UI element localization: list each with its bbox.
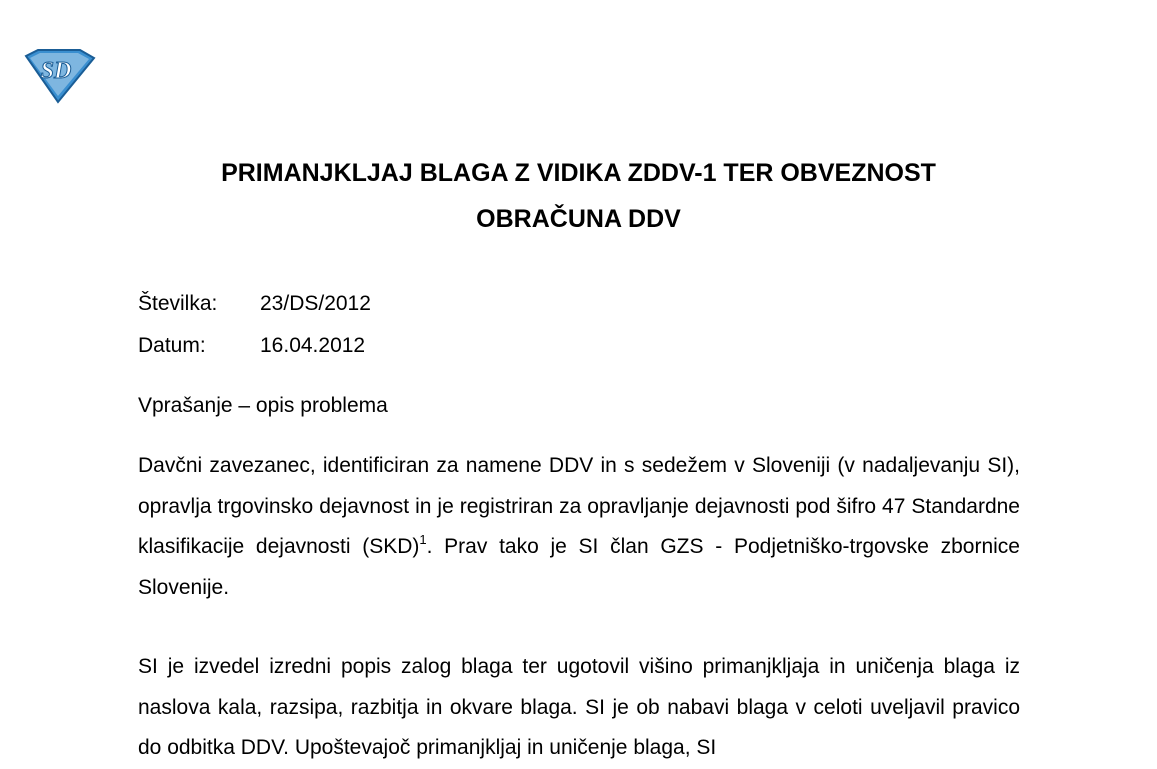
svg-text:SD: SD bbox=[40, 58, 72, 84]
document-date-row bbox=[138, 333, 365, 359]
section-heading: Vprašanje – opis problema bbox=[138, 394, 388, 417]
document-title-line-2: OBRAČUNA DDV bbox=[476, 205, 681, 233]
company-logo bbox=[22, 48, 96, 104]
paragraph-1-text-end: . Prav tako je SI član GZS - Podjetniško-trgovske zbornice Slovenije. bbox=[138, 535, 1020, 599]
document-number-label: Številka: bbox=[138, 292, 218, 315]
document-date-label: Datum: bbox=[138, 334, 206, 357]
paragraph-1-text: Davčni zavezanec, identificiran za namene DDV in s sedežem v Sloveniji (v nadaljevanju SI), opravlja trgovinsko dejavnost in je registriran za opravljanje dejavnosti pod šifro 47 Standardne klasifikacije dejavnosti (SKD) bbox=[138, 454, 1020, 558]
document-date-value: 16.04.2012 bbox=[260, 334, 366, 357]
document-title-line-1: PRIMANJKLJAJ BLAGA Z VIDIKA ZDDV-1 TER OBVEZNOST bbox=[221, 159, 936, 187]
sd-logo-icon bbox=[22, 48, 96, 104]
document-number-row bbox=[138, 291, 371, 317]
footnote-reference[interactable]: 1 bbox=[419, 532, 427, 547]
paragraph-2: SI je izvedel izredni popis zalog blaga ter ugotovil višino primanjkljaja in uničenja blaga iz naslova kala, razsipa, razbitja in okvare blaga. SI je ob nabavi blaga v celoti uveljavil pravico do odbitka DDV. Upoštevajoč primanjkljaj in uničenje blaga, SI bbox=[138, 655, 1020, 759]
document-number-value: 23/DS/2012 bbox=[260, 292, 371, 315]
paragraph-1 bbox=[138, 446, 1020, 608]
